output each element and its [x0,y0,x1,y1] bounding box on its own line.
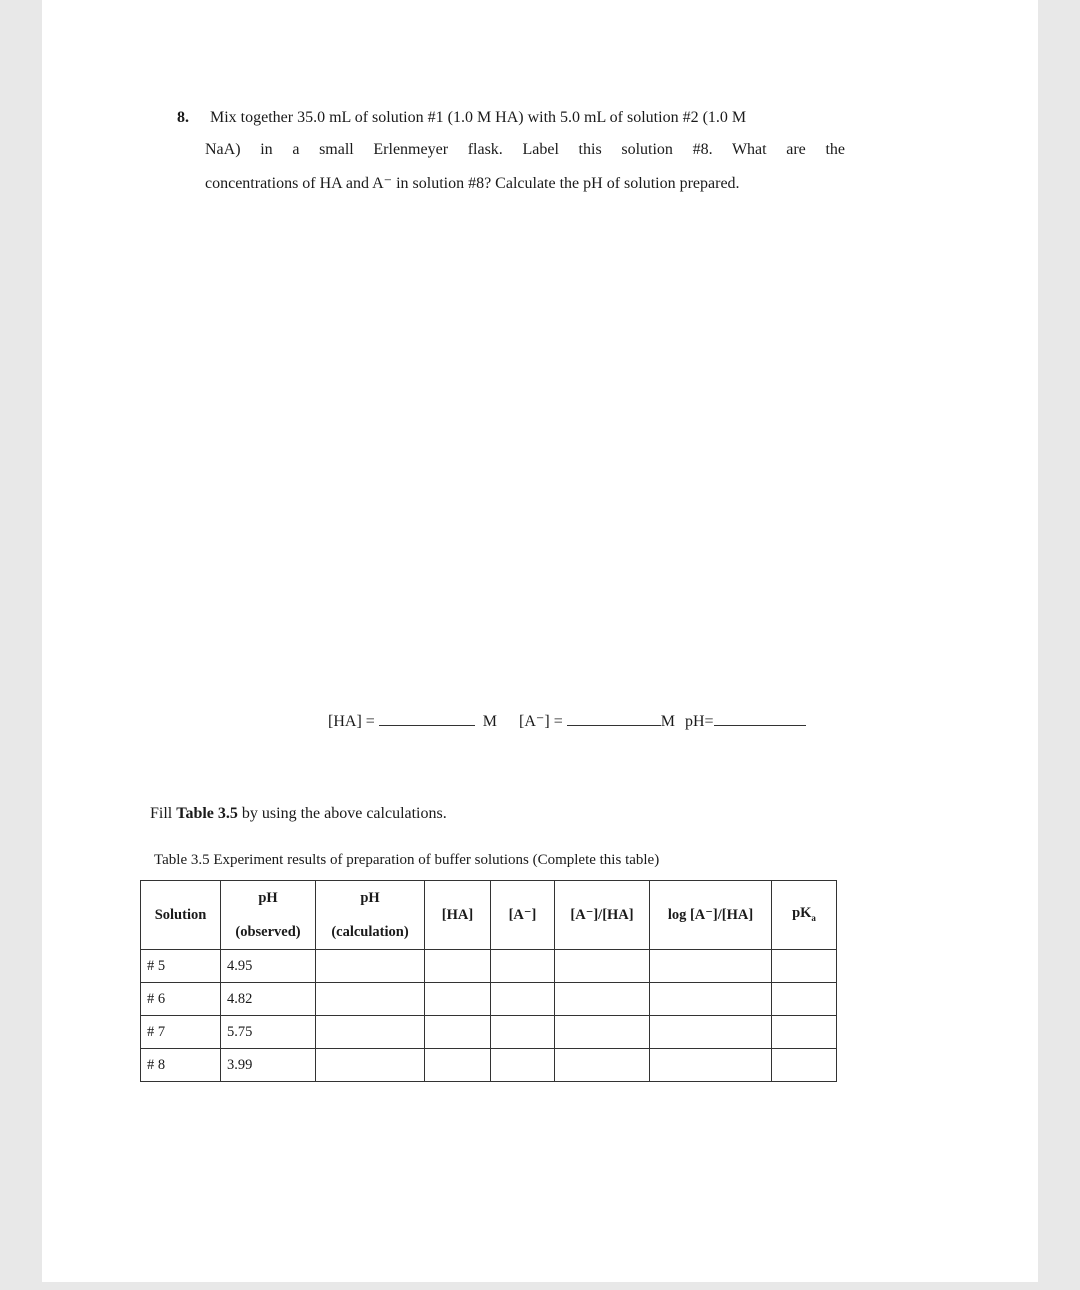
fill-note-suffix: by using the above calculations. [237,805,447,822]
cell-ph-calculation[interactable] [316,950,425,983]
cell-ha[interactable] [425,1016,491,1049]
table-row [141,983,837,1016]
cell-a[interactable] [491,983,555,1016]
cell-ph-observed: 4.95 [221,950,316,983]
question-text-line-2: NaA) in a small Erlenmeyer flask. Label this solution #8. What are the [205,141,845,158]
question-text-line-3: concentrations of HA and A⁻ in solution #8? Calculate the pH of solution prepared. [205,175,740,192]
table-header-row [141,881,837,950]
header-ph-calc-top: pH [360,890,380,906]
cell-solution: # 8 [141,1049,221,1082]
cell-solution: # 7 [141,1016,221,1049]
cell-ratio[interactable] [555,1016,650,1049]
cell-pka[interactable] [772,950,837,983]
ha-answer-blank[interactable] [379,711,475,726]
table-caption: Table 3.5 Experiment results of preparation of buffer solutions (Complete this table) [154,852,660,868]
question-text-line-1: Mix together 35.0 mL of solution #1 (1.0 M HA) with 5.0 mL of solution #2 (1.0 M [210,109,747,126]
ha-unit: M [482,713,498,730]
header-ph-observed [221,881,316,950]
cell-ha[interactable] [425,983,491,1016]
results-table [140,880,837,1082]
header-ratio: [A⁻]/[HA] [555,881,650,950]
cell-ratio[interactable] [555,983,650,1016]
cell-ph-observed: 5.75 [221,1016,316,1049]
fill-note-table-ref: Table 3.5 [176,805,238,822]
cell-ph-calculation[interactable] [316,1049,425,1082]
answer-blanks [328,711,806,731]
header-log-ratio: log [A⁻]/[HA] [650,881,772,950]
cell-ph-calculation[interactable] [316,983,425,1016]
a-label: [A⁻] = [519,713,563,730]
cell-ha[interactable] [425,1049,491,1082]
header-solution: Solution [141,881,221,950]
header-ph-observed-bottom: (observed) [235,924,301,940]
fill-instruction [150,805,447,823]
question-number: 8. [177,109,189,126]
table-row [141,1016,837,1049]
cell-ph-calculation[interactable] [316,1016,425,1049]
ph-answer-blank[interactable] [714,711,806,726]
cell-a[interactable] [491,1016,555,1049]
cell-ph-observed: 3.99 [221,1049,316,1082]
cell-pka[interactable] [772,1049,837,1082]
cell-pka[interactable] [772,983,837,1016]
ph-label: pH= [684,713,714,730]
header-ha: [HA] [425,881,491,950]
cell-pka[interactable] [772,1016,837,1049]
document-page [42,0,1038,1282]
cell-ph-observed: 4.82 [221,983,316,1016]
table-row [141,950,837,983]
a-unit: M [660,713,675,730]
cell-solution: # 5 [141,950,221,983]
cell-log-ratio[interactable] [650,950,772,983]
cell-ha[interactable] [425,950,491,983]
ha-label: [HA] = [328,713,375,730]
cell-log-ratio[interactable] [650,1049,772,1082]
cell-log-ratio[interactable] [650,983,772,1016]
table-row [141,1049,837,1082]
cell-ratio[interactable] [555,950,650,983]
header-a: [A⁻] [491,881,555,950]
a-answer-blank[interactable] [567,711,661,726]
cell-ratio[interactable] [555,1049,650,1082]
header-ph-calculation [316,881,425,950]
header-ph-calc-bottom: (calculation) [331,924,409,940]
header-ph-observed-top: pH [258,890,278,906]
cell-log-ratio[interactable] [650,1016,772,1049]
cell-a[interactable] [491,950,555,983]
cell-solution: # 6 [141,983,221,1016]
fill-note-prefix: Fill [150,805,177,822]
cell-a[interactable] [491,1049,555,1082]
header-pka: $pK_a$ [772,881,837,950]
